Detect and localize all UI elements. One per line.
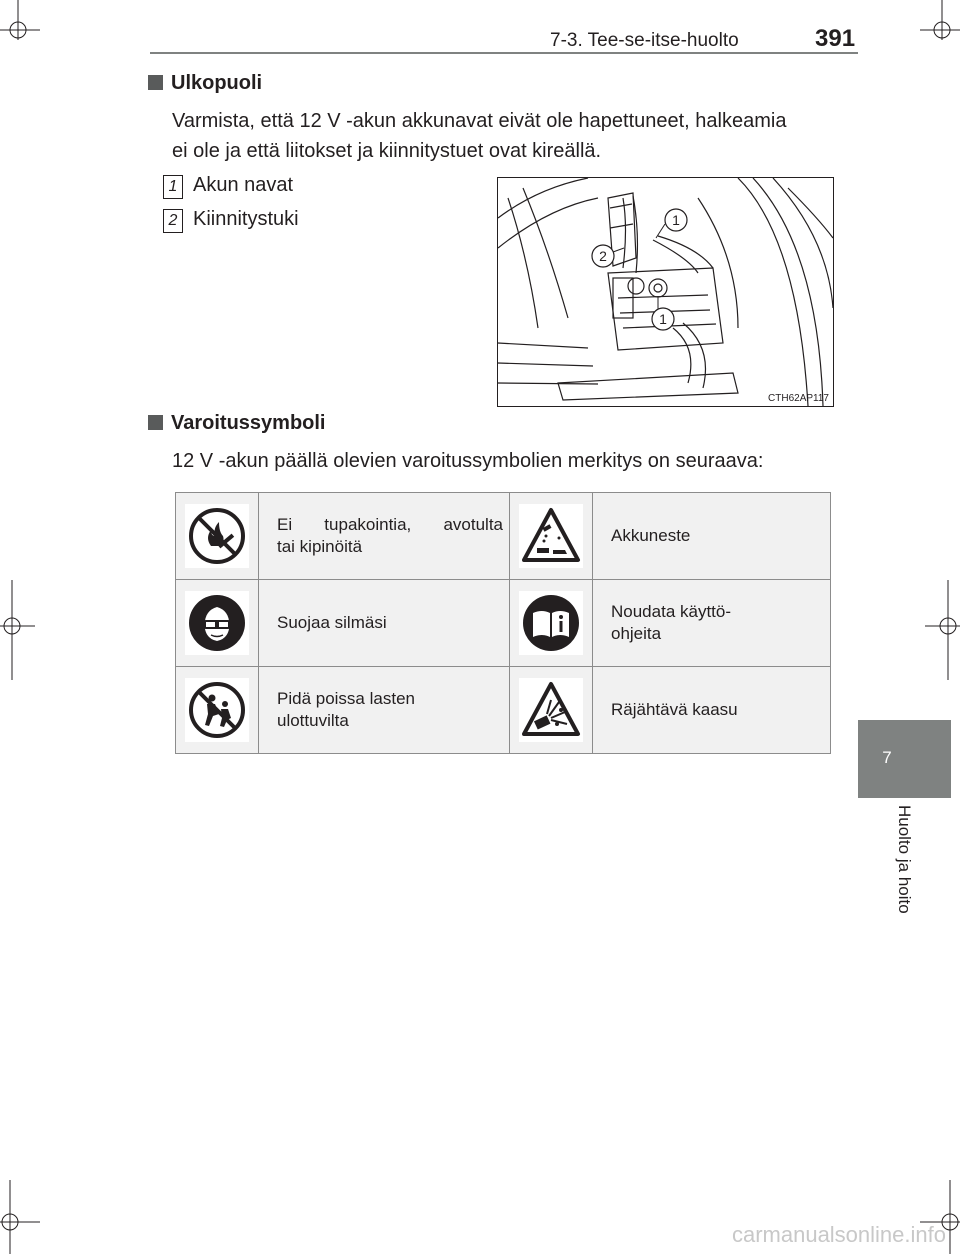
battery-line-drawing bbox=[498, 178, 833, 406]
section-heading-warning: Varoitussymboli bbox=[148, 412, 326, 435]
chapter-label bbox=[893, 805, 915, 935]
keep-children-away-icon bbox=[187, 680, 247, 740]
page-number: 391 bbox=[815, 25, 856, 52]
read-manual-icon bbox=[521, 593, 581, 653]
exterior-paragraph bbox=[172, 106, 832, 166]
symbol-label-cell: Pidä poissa lasten ulottuvilta bbox=[259, 667, 510, 754]
watermark-logo: carmanualsonline.info bbox=[731, 1222, 946, 1247]
symbol-icon-cell bbox=[176, 580, 259, 667]
chapter-tab bbox=[858, 720, 951, 798]
eye-protection-icon bbox=[187, 593, 247, 653]
header-section-title: 7-3. Tee-se-itse-huolto bbox=[550, 30, 739, 51]
symbol-icon-cell bbox=[176, 667, 259, 754]
warning-symbols-table bbox=[175, 492, 831, 754]
chapter-number: 7 bbox=[882, 748, 892, 767]
symbol-label-cell: Ei tupakointia, avotulta tai kipinöitä bbox=[259, 493, 510, 580]
callout-number: 2 bbox=[163, 209, 183, 233]
table-row bbox=[176, 667, 831, 754]
photo-marker: 1 bbox=[672, 212, 680, 228]
callout-item bbox=[163, 174, 293, 199]
callout-label: Akun navat bbox=[193, 174, 294, 196]
symbol-label-cell: Räjähtävä kaasu bbox=[593, 667, 831, 754]
exterior-line-1: Varmista, että 12 V -akun akkunavat eivät ole hapettuneet, halkeamia bbox=[172, 110, 787, 132]
symbol-icon-cell bbox=[510, 493, 593, 580]
photo-marker: 1 bbox=[659, 311, 667, 327]
symbol-icon-cell bbox=[510, 667, 593, 754]
symbol-icon-cell bbox=[510, 580, 593, 667]
bullet-square-icon bbox=[148, 75, 163, 90]
battery-illustration bbox=[497, 177, 834, 407]
table-row bbox=[176, 580, 831, 667]
exterior-line-2: ei ole ja että liitokset ja kiinnitystuet ovat kireällä. bbox=[172, 140, 602, 162]
table-row bbox=[176, 493, 831, 580]
callout-label: Kiinnitystuki bbox=[193, 208, 299, 230]
callout-number: 1 bbox=[163, 175, 183, 199]
battery-acid-icon bbox=[521, 506, 581, 566]
header-rule bbox=[150, 52, 858, 54]
photo-marker: 2 bbox=[599, 248, 607, 264]
bullet-square-icon bbox=[148, 415, 163, 430]
explosive-gas-icon bbox=[521, 680, 581, 740]
symbol-label-cell: Akkuneste bbox=[593, 493, 831, 580]
symbol-label-cell: Noudata käyttö- ohjeita bbox=[593, 580, 831, 667]
symbol-label-cell: Suojaa silmäsi bbox=[259, 580, 510, 667]
image-code: CTH62AP117 bbox=[768, 393, 829, 404]
callout-item bbox=[163, 208, 299, 233]
warning-paragraph: 12 V -akun päällä olevien varoitussymbolien merkitys on seuraava: bbox=[172, 450, 764, 472]
chapter-label-text: Huolto ja hoito bbox=[895, 805, 914, 914]
no-smoking-flame-icon bbox=[187, 506, 247, 566]
section-heading-exterior: Ulkopuoli bbox=[148, 72, 262, 95]
symbol-icon-cell bbox=[176, 493, 259, 580]
